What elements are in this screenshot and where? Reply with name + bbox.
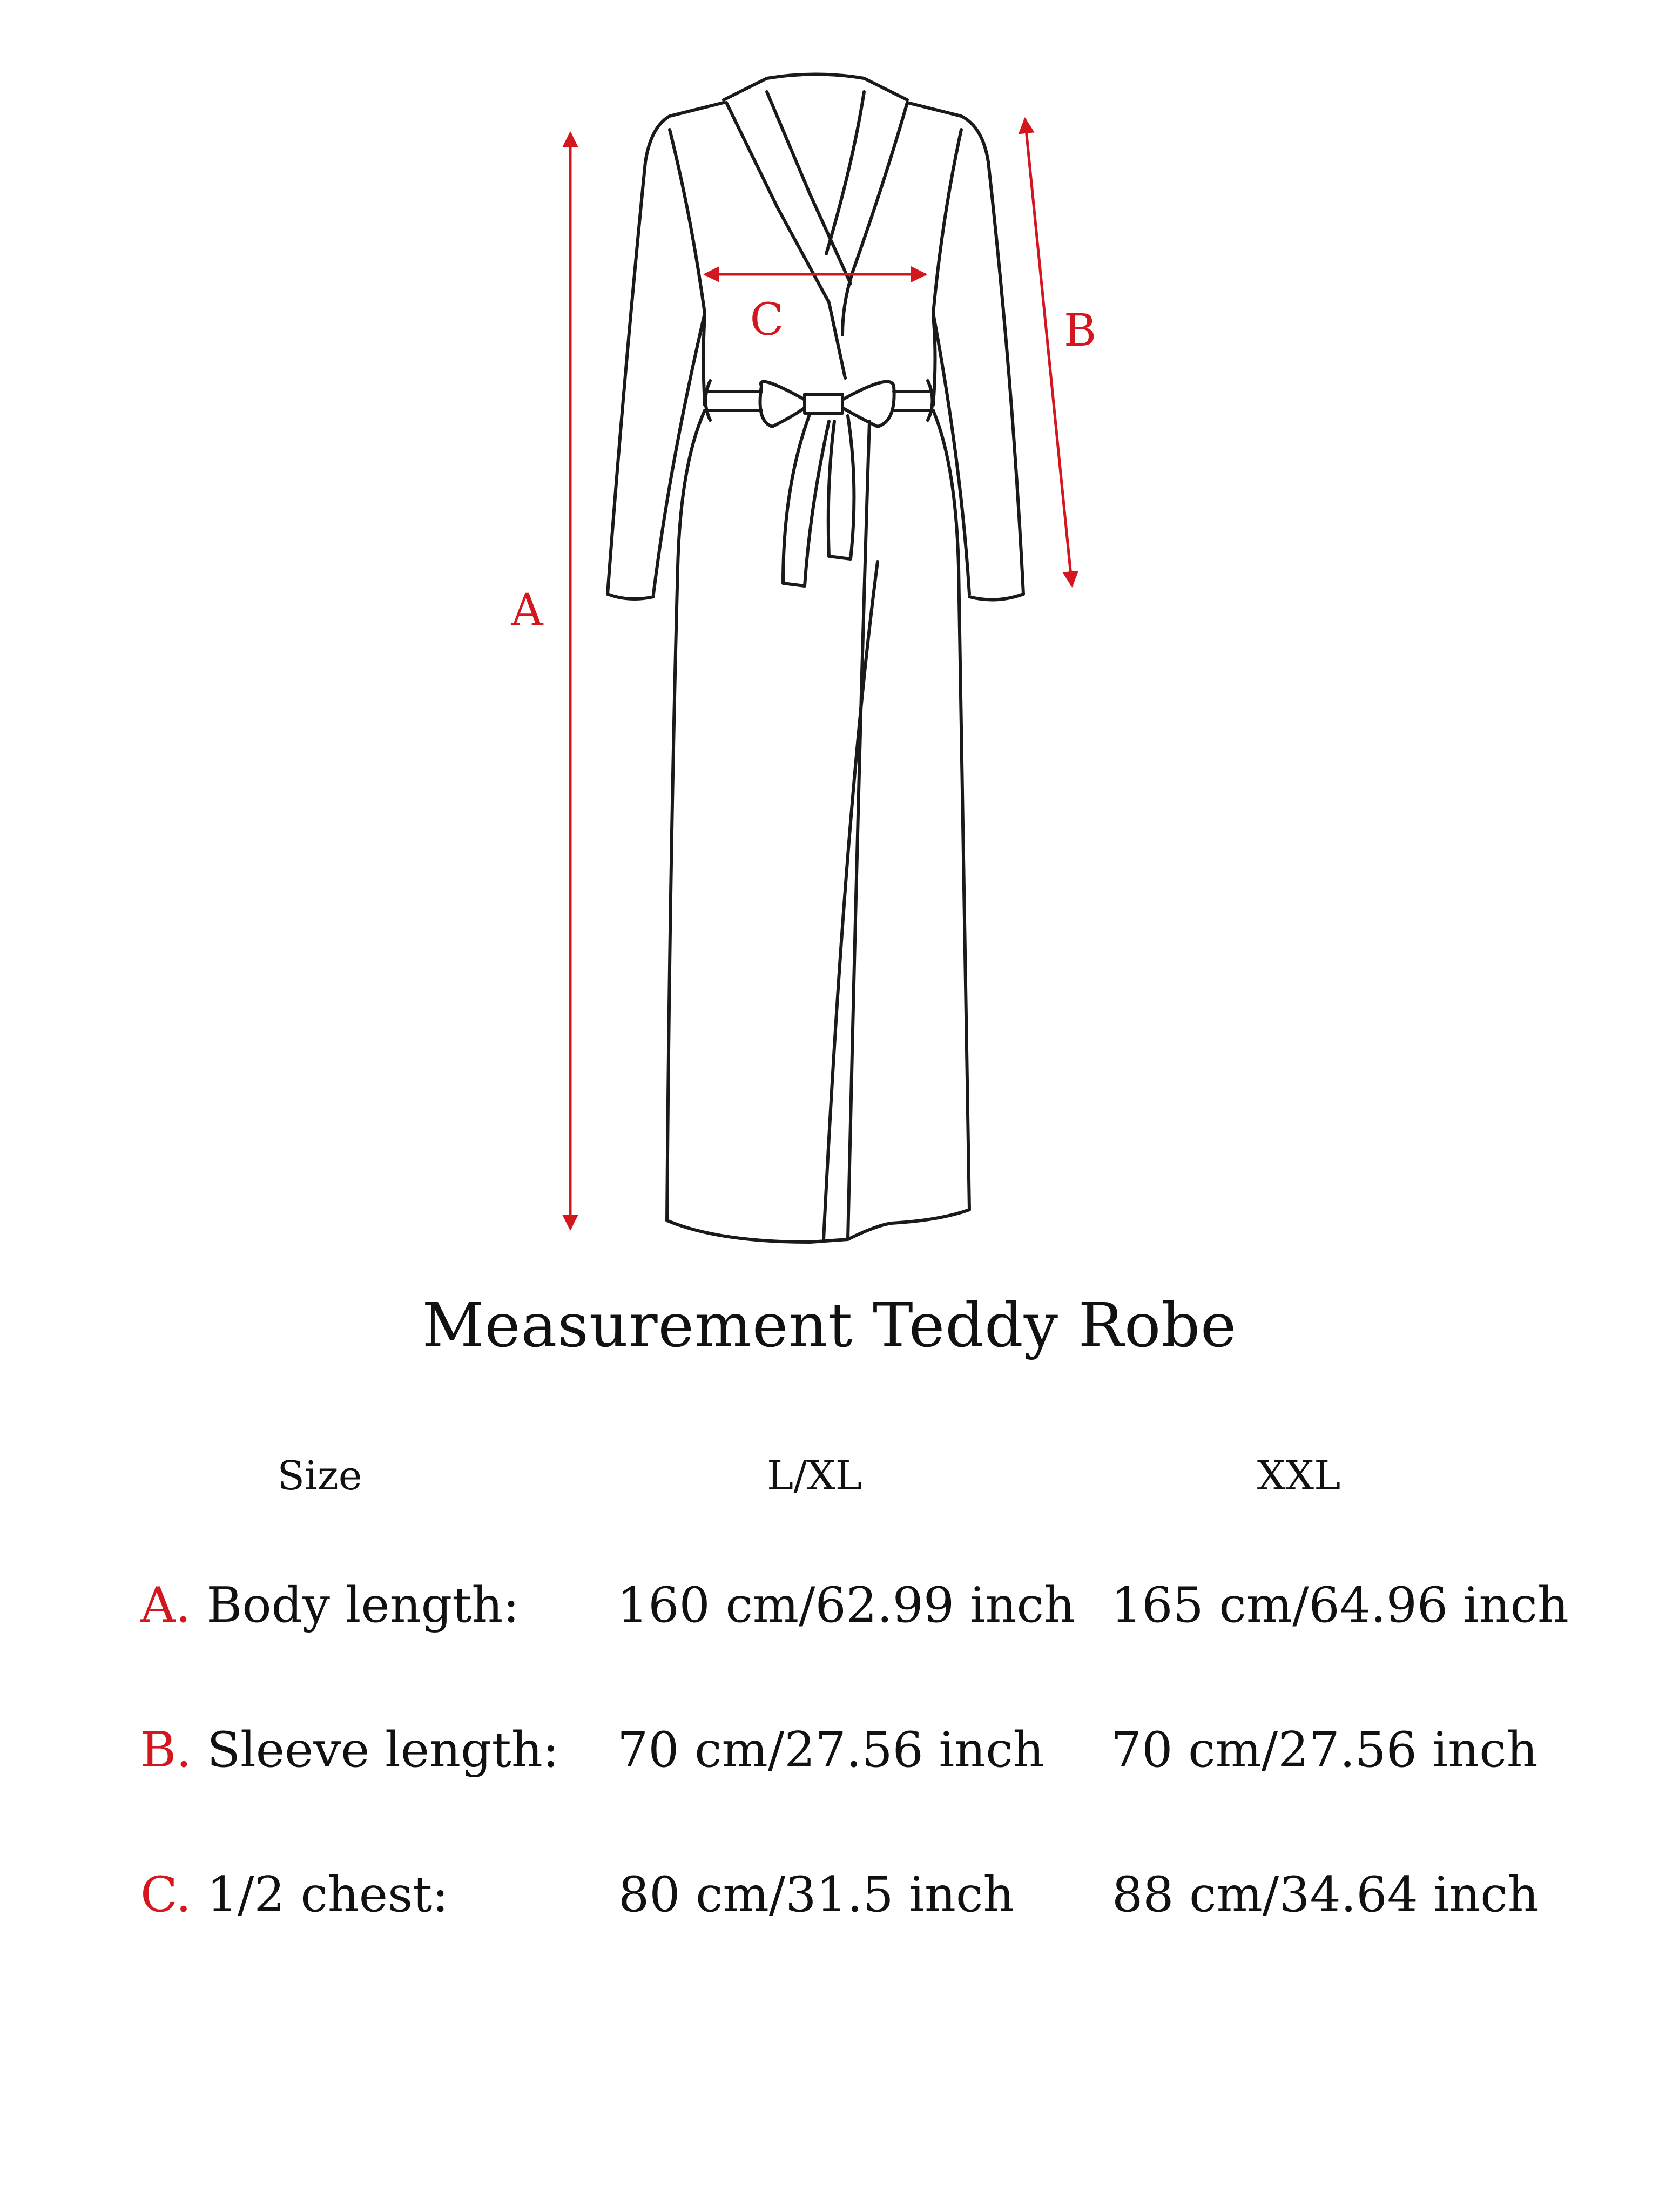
row-value-xxl: 70 cm/27.56 inch — [1111, 1722, 1538, 1778]
robe-belt-loop-right — [928, 381, 933, 420]
robe-shoulder-right — [907, 103, 988, 162]
row-value-l-xl: 70 cm/27.56 inch — [617, 1722, 1044, 1778]
row-value-l-xl: 80 cm/31.5 inch — [618, 1866, 1015, 1923]
row-label: 1/2 chest: — [206, 1866, 449, 1923]
row-value-l-xl: 160 cm/62.99 inch — [617, 1577, 1075, 1634]
robe-sleeve-left-outer — [608, 162, 645, 594]
page-title: Measurement Teddy Robe — [422, 1291, 1237, 1361]
robe-collar — [724, 75, 907, 100]
header-size: Size — [277, 1453, 362, 1499]
robe-belt-loop-left — [706, 381, 711, 420]
row-letter: C. — [140, 1866, 192, 1923]
robe-sleeve-right-inner — [933, 130, 969, 594]
row-label: Sleeve length: — [207, 1722, 559, 1778]
dimension-b-label: B — [1063, 305, 1097, 356]
robe-shoulder-left — [645, 103, 724, 162]
robe-belt-tail-left — [783, 413, 829, 586]
robe-outline — [608, 75, 1023, 1243]
robe-cuff-left — [608, 594, 653, 599]
row-letter: B. — [140, 1722, 192, 1778]
robe-belt-tail-right — [828, 416, 854, 559]
row-value-xxl: 88 cm/34.64 inch — [1112, 1866, 1539, 1923]
row-label: Body length: — [206, 1577, 520, 1634]
table-row — [140, 1866, 449, 1923]
table-row — [140, 1577, 520, 1634]
header-l-xl: L/XL — [767, 1453, 862, 1499]
robe-belt-bow — [760, 382, 894, 427]
dimension-a-label: A — [511, 585, 543, 636]
header-xxl: XXL — [1257, 1453, 1341, 1499]
robe-lapel-left-inner — [767, 92, 851, 284]
dimension-c-label: C — [750, 294, 784, 346]
row-value-xxl: 165 cm/64.96 inch — [1111, 1577, 1569, 1634]
robe-lapel-right — [842, 103, 907, 335]
robe-lapel-right-inner — [826, 92, 864, 254]
robe-skirt-left — [667, 410, 705, 1220]
robe-hem — [667, 1210, 969, 1242]
row-letter: A. — [140, 1577, 191, 1634]
table-row — [140, 1722, 559, 1778]
robe-cuff-right — [969, 594, 1023, 599]
robe-sleeve-right-outer — [988, 162, 1023, 594]
robe-lapel-left — [726, 103, 845, 378]
